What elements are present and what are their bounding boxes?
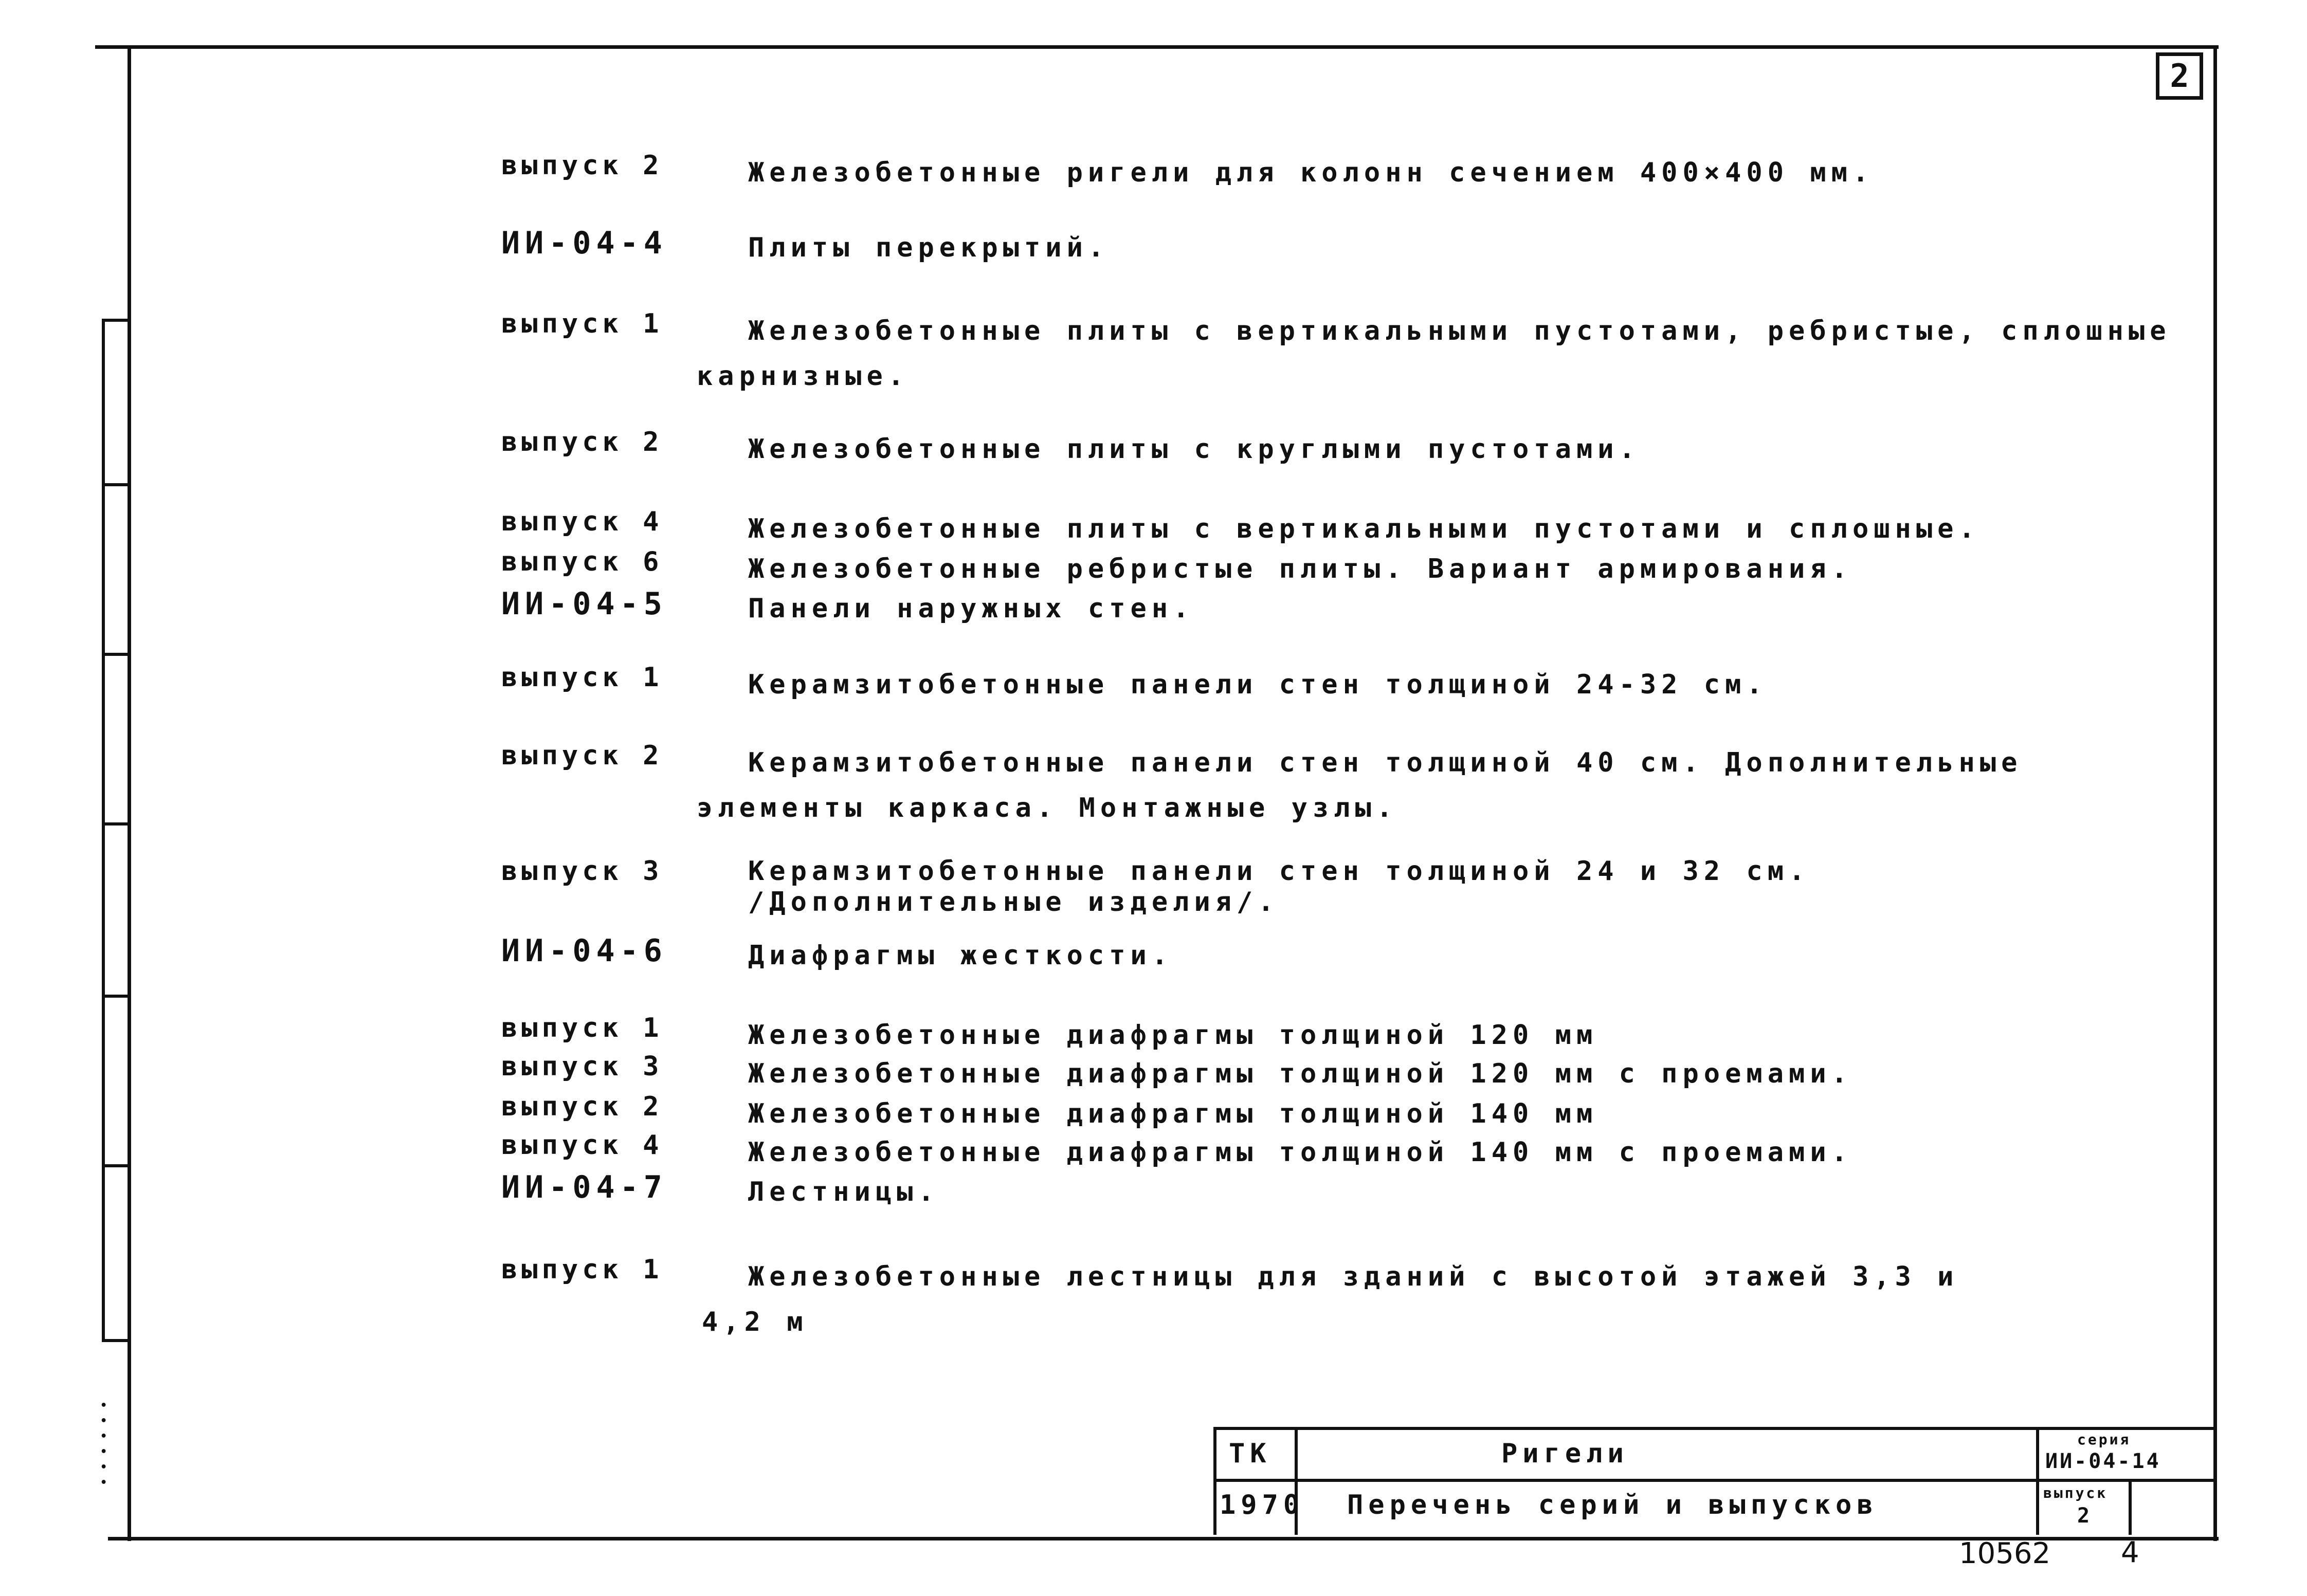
series-code: ИИ-04-7 — [501, 1169, 667, 1205]
issue-code: выпуск 1 — [501, 662, 663, 693]
issue-code: выпуск 3 — [501, 856, 663, 887]
issue-label: выпуск — [2043, 1484, 2108, 1501]
drawing-title: Ригели — [1501, 1438, 1629, 1469]
sheet-number: 4 — [2121, 1536, 2139, 1569]
series-code: ИИ-04-5 — [501, 586, 667, 622]
issue-title: Железобетонные лестницы для зданий с высотой этажей 3,3 и 4,2 м — [702, 1261, 1959, 1337]
series-code: ИИ-04-6 — [501, 933, 667, 969]
issue-title: Железобетонные ребристые плиты. Вариант армирования. — [748, 554, 1852, 584]
issue-code: выпуск 4 — [501, 1130, 663, 1161]
issue-title: Железобетонные диафрагмы толщиной 140 мм — [748, 1098, 1598, 1129]
issue-code: выпуск 1 — [501, 308, 663, 339]
issue-code: выпуск 1 — [501, 1254, 663, 1285]
series-title: Диафрагмы жесткости. — [748, 940, 1173, 971]
issue-title: Железобетонные плиты с вертикальными пустотами и сплошные. — [748, 513, 1980, 544]
issue-title: Железобетонные плиты с круглыми пустотами. — [748, 434, 1640, 465]
issue-code: выпуск 4 — [501, 506, 663, 537]
issue-title: Керамзитобетонные панели стен толщиной 40 см. Дополнительные элементы каркаса. Монтажные узлы. — [697, 747, 2023, 823]
issue-value: 2 — [2077, 1504, 2092, 1528]
series-code: ИИ-04-4 — [501, 225, 667, 261]
issue-code: выпуск 2 — [501, 150, 663, 181]
issue-title: Железобетонные диафрагмы толщиной 120 мм с проемами. — [748, 1058, 1852, 1089]
year-cell: 1970 — [1220, 1490, 1305, 1520]
org-cell: ТК — [1229, 1438, 1271, 1469]
issue-title: Железобетонные диафрагмы толщиной 120 мм — [748, 1020, 1598, 1051]
issue-title: Железобетонные ригели для колонн сечением 400×400 мм. — [748, 157, 1874, 188]
series-label: серия — [2077, 1431, 2131, 1448]
issue-title: Железобетонные плиты с вертикальными пустотами, ребристые, сплошные карнизные. — [697, 316, 2171, 392]
issue-title: Керамзитобетонные панели стен толщиной 24 и 32 см. /Дополнительные изделия/. — [748, 856, 1810, 918]
title-block-mid — [1213, 1479, 2216, 1482]
title-block — [1213, 1427, 2226, 1531]
issue-code: выпуск 2 — [501, 427, 663, 457]
title-block-top — [1213, 1427, 2216, 1430]
archive-number: 10562 — [1959, 1537, 2051, 1570]
issue-code: выпуск 2 — [501, 1091, 663, 1122]
issue-code: выпуск 2 — [501, 740, 663, 771]
series-title: Лестницы. — [748, 1177, 939, 1207]
margin-marks: • • • • • • — [100, 1399, 107, 1489]
title-block-div2 — [2036, 1427, 2039, 1535]
title-block-left — [1213, 1427, 1216, 1535]
series-title: Плиты перекрытий. — [748, 232, 1110, 263]
title-block-div3 — [2129, 1479, 2132, 1535]
series-title: Панели наружных стен. — [748, 593, 1194, 624]
issue-code: выпуск 6 — [501, 546, 663, 577]
issue-title: Керамзитобетонные панели стен толщиной 24-32 см. — [748, 669, 1768, 700]
page-number: 2 — [2156, 52, 2203, 100]
series-value: ИИ-04-14 — [2045, 1450, 2161, 1473]
issue-code: выпуск 3 — [501, 1051, 663, 1082]
issue-title: Железобетонные диафрагмы толщиной 140 мм с проемами. — [748, 1137, 1852, 1168]
issue-code: выпуск 1 — [501, 1013, 663, 1043]
drawing-subtitle: Перечень серий и выпусков — [1347, 1490, 1878, 1520]
